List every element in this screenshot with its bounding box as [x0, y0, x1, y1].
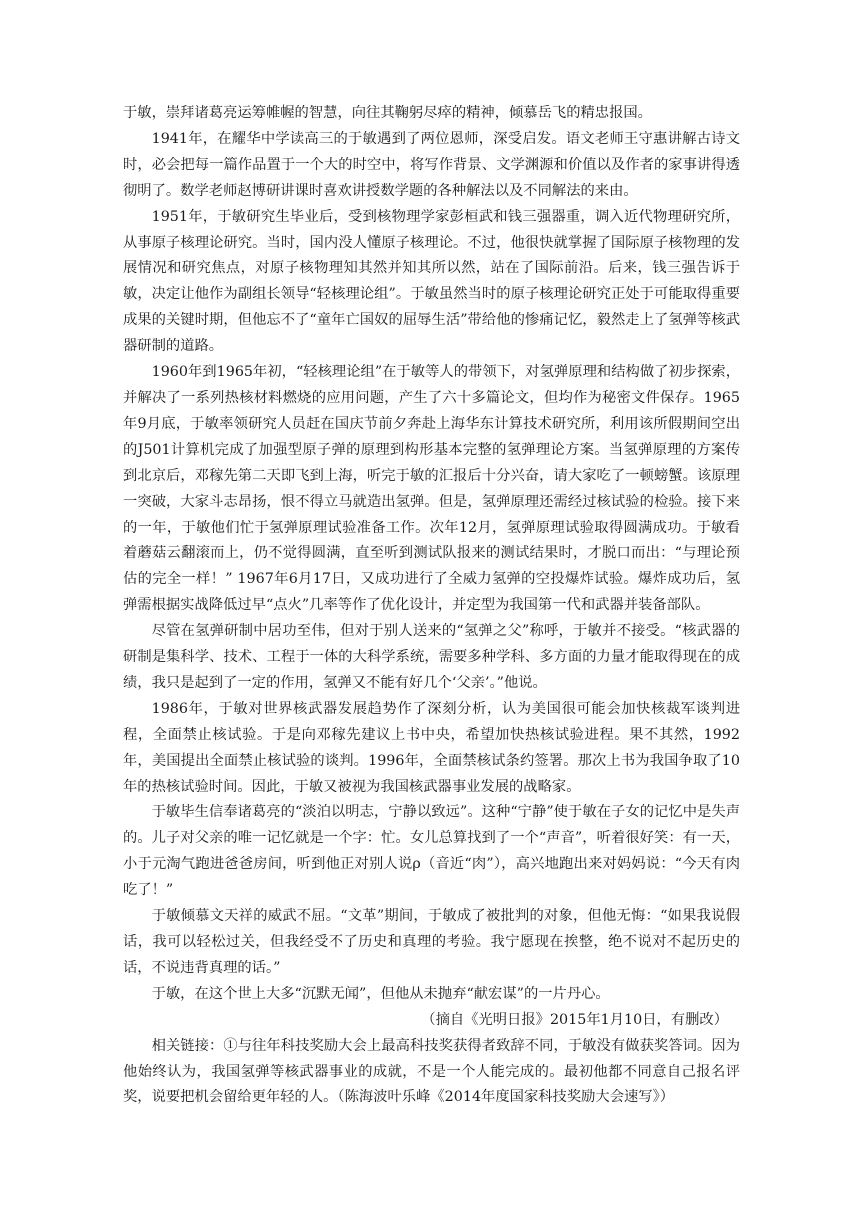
source-citation: （摘自《光明日报》2015年1月10日，有删改）: [421, 1011, 728, 1028]
paragraph: 1941年，在耀华中学读高三的于敏遇到了两位恩师，深受启发。语文老师王守惠讲解古诗文时，必会把每一篇作品置于一个大的时空中，将写作背景、文学渊源和价值以及作者的家事讲得透彻明了。数学老师赵博研讲课时喜欢讲授数学题的各种解法以及不同解法的来由。: [123, 130, 740, 199]
related-link-paragraph: 相关链接：①与往年科技奖励大会上最高科技奖获得者致辞不同，于敏没有做获奖答词。因为他始终认为，我国氢弹等核武器事业的成就，不是一个人能完成的。最初他都不同意自己报名评奖，说要把机会留给更年轻的人。（陈海波叶乐峰《2014年度国家科技奖励大会速写》）: [123, 1037, 740, 1106]
paragraph: 1960年到1965年初，“轻核理论组”在于敏等人的带领下，对氢弹原理和结构做了初步探索，并解决了一系列热核材料燃烧的应用问题，产生了六十多篇论文，但均作为秘密文件保存。1965年9月底，于敏率领研究人员赶在国庆节前夕奔赴上海华东计算技术研究所，利用该所假期间空出的J501计算机完成了加强型原子弹的原理到构形基本完整的氢弹理论方案。当氢弹原理的方案传到北京后，邓稼先第二天即飞到上海，听完于敏的汇报后十分兴奋，请大家吃了一顿螃蟹。该原理一突破，大家斗志昂扬，恨不得立马就造出氢弹。但是，氢弹原理还需经过核试验的检验。接下来的一年，于敏他们忙于氢弹原理试验准备工作。次年12月，氢弹原理试验取得圆满成功。于敏看着蘑菇云翻滚而上，仍不觉得圆满，直至听到测试队报来的测试结果时，才脱口而出：“与理论预估的完全一样！” 1967年6月17日，又成功进行了全威力氢弹的空投爆炸试验。爆炸成功后，氢弹需根据实战降低过早“点火”几率等作了优化设计，并定型为我国第一代和武器并装备部队。: [123, 364, 740, 614]
article-body: [123, 101, 740, 1111]
paragraph: 于敏，崇拜诸葛亮运筹帷幄的智慧，向往其鞠躬尽瘁的精神，倾慕岳飞的精忠报国。: [123, 105, 652, 121]
paragraph: 于敏毕生信奉诸葛亮的“淡泊以明志，宁静以致远”。这种“宁静”使于敏在子女的记忆中是失声的。儿子对父亲的唯一记忆就是一个字：忙。女儿总算找到了一个“声音”，听着很好笑：有一天，小于元淘气跑进爸爸房间，听到他正对别人说ρ（音近“肉”），高兴地跑出来对妈妈说：“今天有肉吃了！”: [123, 804, 740, 899]
paragraph: 于敏倾慕文天祥的威武不屈。“文革”期间，于敏成了被批判的对象，但他无悔：“如果我说假话，我可以轻松过关，但我经受不了历史和真理的考验。我宁愿现在挨整，绝不说对不起历史的话，不说违背真理的话。”: [123, 908, 740, 976]
paragraph: 尽管在氢弹研制中居功至伟，但对于别人送来的“氢弹之父”称呼，于敏并不接受。“核武器的研制是集科学、技术、工程于一体的大科学系统，需要多种学科、多方面的力量才能取得现在的成绩，我只是起到了一定的作用，氢弹又不能有好几个‘父亲’。”他说。: [123, 623, 740, 691]
paragraph: 于敏，在这个世上大多“沉默无闻”，但他从未抛弃“献宏谋”的一片丹心。: [151, 985, 610, 1002]
paragraph: 1986年，于敏对世界核武器发展趋势作了深刻分析，认为美国很可能会加快核裁军谈判进程，全面禁止核试验。于是向邓稼先建议上书中央，希望加快热核试验进程。果不其然，1992年，美国提出全面禁止核试验的谈判。1996年，全面禁核试条约签署。那次上书为我国争取了10年的热核试验时间。因此，于敏又被视为我国核武器事业发展的战略家。: [123, 700, 740, 795]
paragraph: 1951年，于敏研究生毕业后，受到核物理学家彭桓武和钱三强器重，调入近代物理研究所，从事原子核理论研究。当时，国内没人懂原子核理论。不过，他很快就掌握了国际原子核物理的发展情况和研究焦点，对原子核物理知其然并知其所以然，站在了国际前沿。后来，钱三强告诉于敏，决定让他作为副组长领导“轻核理论组”。于敏虽然当时的原子核理论研究正处于可能取得重要成果的关键时期，但他忘不了“童年亡国奴的屈辱生活”带给他的惨痛记忆，毅然走上了氢弹等核武器研制的道路。: [123, 208, 740, 355]
